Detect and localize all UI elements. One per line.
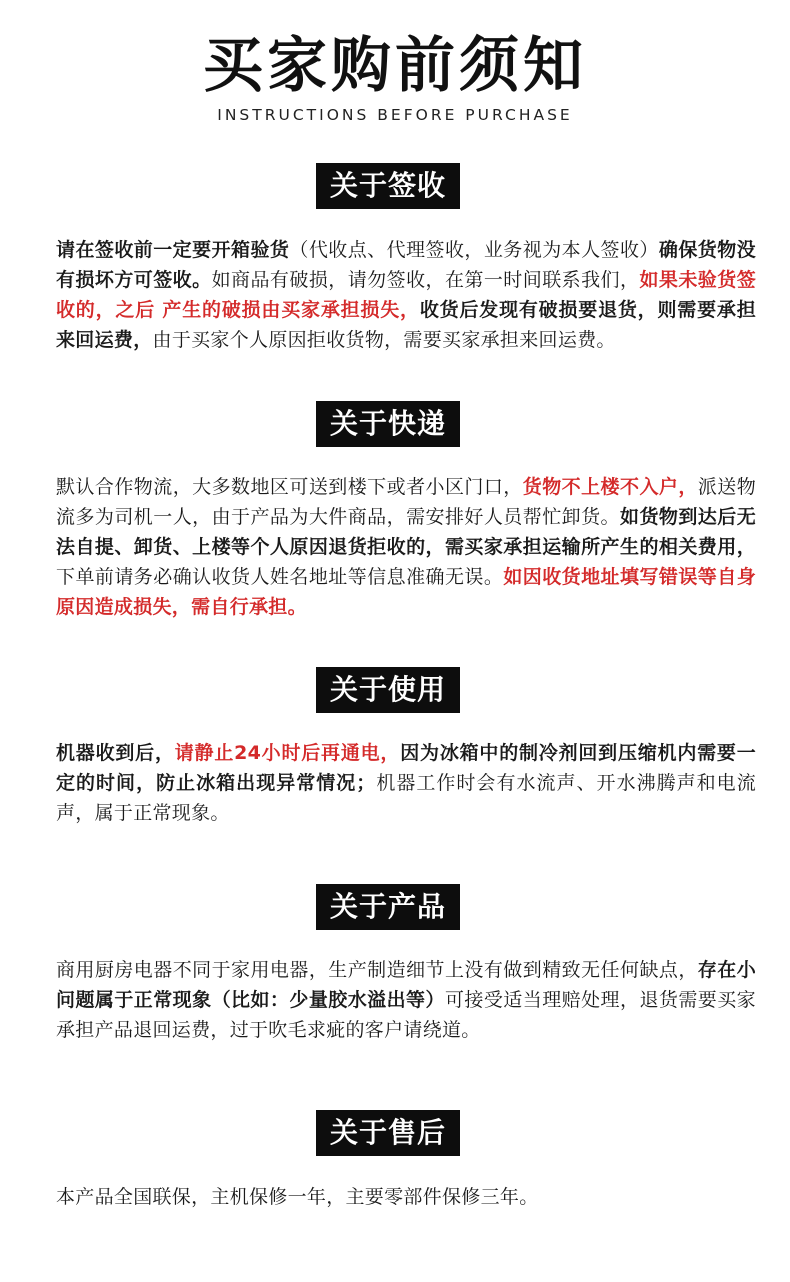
text-segment: 下单前请务必确认收货人姓名地址等信息准确无误。 [56, 566, 504, 588]
text-segment: 商用厨房电器不同于家用电器，生产制造细节上没有做到精致无任何缺点， [56, 959, 698, 981]
text-segment: 确保货物没有损坏方可签收。 [56, 239, 756, 291]
text-segment: 派送物流多为司机一人，由于产品为大件商品，需安排好人员帮忙卸货。 [56, 476, 757, 528]
text-segment: 因为冰箱中的制冷剂回到压缩机内需要一定的时间，防止冰箱出现异常情况； [56, 742, 757, 794]
text-segment: 请在签收前一定要开箱验货 [56, 239, 290, 261]
page-title: 买家购前须知 [203, 31, 587, 101]
section-body-usage [56, 738, 756, 828]
text-segment: 请静止24小时后再通电， [174, 742, 401, 764]
section-body-signing [56, 235, 756, 355]
section-heading-product: 关于产品 [316, 884, 460, 930]
text-segment: 收货后发现有破损要退货，则需要承担来回运费， [56, 299, 756, 351]
text-segment: 如果未验货签收的，之后 产生的破损由买家承担损失， [56, 269, 756, 321]
page-subtitle: INSTRUCTIONS BEFORE PURCHASE [217, 106, 573, 124]
text-segment: 默认合作物流，大多数地区可送到楼下或者小区门口， [56, 476, 523, 498]
text-segment: 存在小问题属于正常现象（比如：少量胶水溢出等） [56, 959, 756, 1011]
text-segment: 机器工作时会有水流声、开水沸腾声和电流声，属于正常现象。 [56, 772, 756, 824]
text-segment: 由于买家个人原因拒收货物，需要买家承担来回运费。 [152, 329, 616, 351]
section-heading-signing: 关于签收 [316, 163, 460, 209]
text-segment: 机器收到后， [56, 742, 175, 764]
section-body-aftersales [56, 1182, 756, 1212]
text-segment: 如商品有破损，请勿签收，在第一时间联系我们， [211, 269, 640, 291]
text-segment: 货物不上楼不入户， [522, 476, 698, 498]
text-segment: 本产品全国联保，主机保修一年，主要零部件保修三年。 [56, 1186, 539, 1208]
text-segment: （代收点、代理签收，业务视为本人签收） [289, 239, 659, 261]
section-body-delivery [56, 472, 756, 622]
text-segment: 可接受适当理赔处理，退货需要买家承担产品退回运费，过于吹毛求疵的客户请绕道。 [56, 989, 756, 1041]
section-body-product [56, 955, 756, 1045]
section-heading-delivery: 关于快递 [316, 401, 460, 447]
text-segment: 如因收货地址填写错误等自身原因造成损失，需自行承担。 [56, 566, 756, 618]
text-segment: 如货物到达后无法自提、卸货、上楼等个人原因退货拒收的，需买家承担运输所产生的相关费用， [56, 506, 756, 558]
section-heading-aftersales: 关于售后 [316, 1110, 460, 1156]
section-heading-usage: 关于使用 [316, 667, 460, 713]
